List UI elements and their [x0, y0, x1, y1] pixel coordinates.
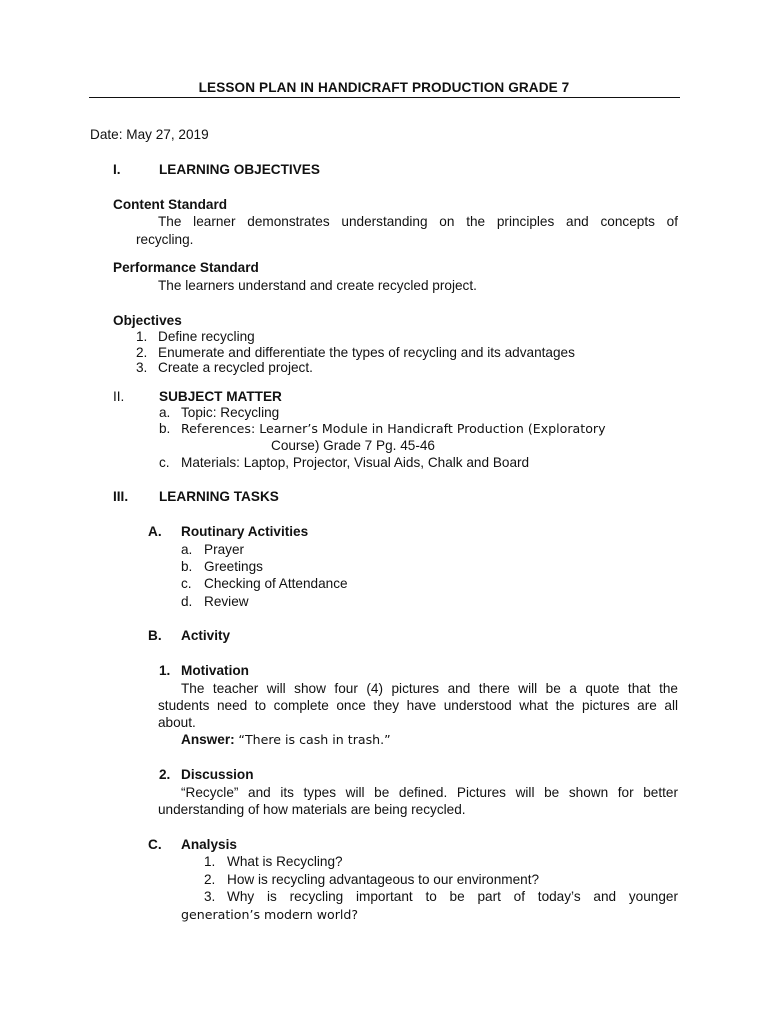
objective-number: 2. [136, 345, 148, 360]
objective-item: Enumerate and differentiate the types of recycling and its advantages [158, 345, 575, 360]
subject-item: Materials: Laptop, Projector, Visual Aids, Chalk and Board [181, 455, 530, 470]
section-1-heading: LEARNING OBJECTIVES [159, 162, 320, 177]
analysis-question-continuation: generation’s modern world? [181, 907, 359, 922]
answer-label: Answer: [181, 732, 235, 747]
section-2-heading: SUBJECT MATTER [159, 389, 282, 404]
discussion-line-2: understanding of how materials are being recycled. [158, 802, 466, 817]
subject-item: Topic: Recycling [181, 405, 280, 420]
analysis-question: Why is recycling important to be part of today’s and younger [227, 889, 678, 904]
content-standard-line-2: recycling. [136, 232, 194, 247]
discussion-number: 2. [159, 767, 171, 782]
section-2-number: II. [113, 389, 125, 404]
date-line: Date: May 27, 2019 [90, 127, 209, 142]
objectives-label: Objectives [113, 313, 182, 328]
subsection-a-letter: A. [148, 524, 162, 539]
routine-item-letter: b. [181, 559, 193, 574]
motivation-line-1: The teacher will show four (4) pictures and there will be a quote that the [181, 681, 678, 696]
routine-item: Checking of Attendance [204, 576, 348, 591]
page-title: LESSON PLAN IN HANDICRAFT PRODUCTION GRADE 7 [198, 80, 570, 95]
title-rule [89, 97, 680, 98]
routine-item-letter: d. [181, 594, 193, 609]
section-3-number: III. [113, 489, 129, 504]
motivation-line-3: about. [158, 715, 196, 730]
analysis-question: How is recycling advantageous to our environment? [227, 872, 540, 887]
subsection-a-heading: Routinary Activities [181, 524, 309, 539]
routine-item-letter: a. [181, 542, 193, 557]
objective-item: Create a recycled project. [158, 360, 313, 375]
subject-item-letter: a. [159, 405, 171, 420]
analysis-question-number: 2. [204, 872, 216, 887]
content-standard-line-1: The learner demonstrates understanding on the principles and concepts of [158, 214, 678, 229]
routine-item: Review [204, 594, 249, 609]
routine-item: Greetings [204, 559, 263, 574]
motivation-number: 1. [159, 663, 171, 678]
subject-item-letter: c. [159, 455, 170, 470]
routine-item: Prayer [204, 542, 245, 557]
motivation-line-2: students need to complete once they have understood what the pictures are all [158, 698, 678, 713]
performance-standard-label: Performance Standard [113, 260, 259, 275]
analysis-question: What is Recycling? [227, 854, 343, 869]
discussion-line-1: “Recycle” and its types will be defined. Pictures will be shown for better [181, 785, 678, 800]
answer-line [181, 731, 391, 748]
subsection-c-heading: Analysis [181, 837, 237, 852]
subject-item-letter: b. [159, 421, 171, 436]
section-3-heading: LEARNING TASKS [159, 489, 279, 504]
routine-item-letter: c. [181, 576, 192, 591]
subject-item: References: Learner’s Module in Handicraft Production (Exploratory [181, 421, 606, 436]
subsection-b-heading: Activity [181, 628, 231, 643]
motivation-heading: Motivation [181, 663, 249, 678]
subject-item-continuation: Course) Grade 7 Pg. 45-46 [271, 438, 435, 453]
performance-standard-text: The learners understand and create recycled project. [158, 278, 477, 293]
analysis-question-number: 3. [204, 889, 216, 904]
objective-number: 3. [136, 360, 148, 375]
subsection-b-letter: B. [148, 628, 162, 643]
section-1-number: I. [113, 162, 121, 177]
subsection-c-letter: C. [148, 837, 162, 852]
content-standard-label: Content Standard [113, 197, 228, 212]
objective-item: Define recycling [158, 329, 255, 344]
discussion-heading: Discussion [181, 767, 254, 782]
analysis-question-number: 1. [204, 854, 216, 869]
answer-text: “There is cash in trash.” [238, 732, 391, 747]
objective-number: 1. [136, 329, 148, 344]
